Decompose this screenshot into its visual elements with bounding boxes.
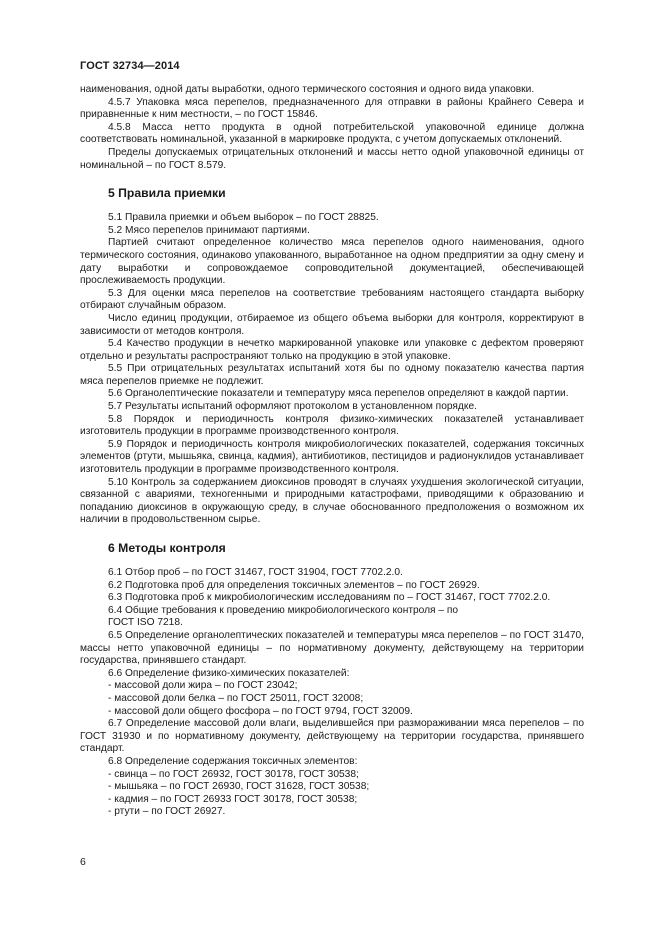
paragraph: - массовой доли общего фосфора – по ГОСТ 9794, ГОСТ 32009.: [108, 705, 413, 717]
paragraph: 5.8 Порядок и периодичность контроля физико-химических показателей устанавливает изготовитель продукции в программе производственного контроля.: [80, 413, 584, 438]
paragraph: - мышьяка – по ГОСТ 26930, ГОСТ 31628, ГОСТ 30538;: [108, 781, 370, 793]
paragraph: 5.5 При отрицательных результатах испытаний хотя бы по одному показателю качества партия мяса перепелов приемке не подлежит.: [80, 363, 584, 387]
paragraph: 5.6 Органолептические показатели и температуру мяса перепелов определяют в каждой партии.: [108, 388, 569, 400]
page-header: ГОСТ 32734—2014: [80, 60, 180, 72]
paragraph: 5.4 Качество продукции в нечетко маркированной упаковке или упаковке с дефектом проверяют отдельно и результаты распространяют только на продукцию в этой упаковке.: [80, 338, 584, 362]
paragraph: - массовой доли жира – по ГОСТ 23042;: [108, 680, 298, 692]
paragraph: 4.5.7 Упаковка мяса перепелов, предназначенного для отправки в районы Крайнего Севера и приравненные к ним местности, – по ГОСТ 15846.: [80, 96, 584, 121]
paragraph: - кадмия – по ГОСТ 26933 ГОСТ 30178, ГОСТ 30538;: [108, 793, 358, 805]
paragraph: 6.3 Подготовка проб к микробиологическим исследованиям по – ГОСТ 31467, ГОСТ 7702.2.0.: [108, 592, 551, 604]
paragraph: 5.9 Порядок и периодичность контроля микробиологических показателей, содержания токсичных элементов (ртути, мышьяка, свинца, кадмия), антибиотиков, пестицидов и радионуклидов устанавливает изготовитель продукции в программе производственного контроля.: [80, 438, 584, 476]
paragraph: 6.1 Отбор проб – по ГОСТ 31467, ГОСТ 31904, ГОСТ 7702.2.0.: [108, 567, 403, 578]
paragraph: Пределы допускаемых отрицательных отклонений и массы нетто одной упаковочной единицы от номинальной – по ГОСТ 8.579.: [80, 146, 584, 171]
paragraph: 6.5 Определение органолептических показателей и температуры мяса перепелов – по ГОСТ 31470, массы нетто упаковочной единицы – по нормативному документу, действующему на территории государства, принявшего стандарт.: [80, 629, 584, 667]
section-heading: 5 Правила приемки: [108, 186, 226, 201]
paragraph: 5.7 Результаты испытаний оформляют протоколом в установленном порядке.: [108, 401, 477, 413]
paragraph: Партией считают определенное количество мяса перепелов одного наименования, одного термического состояния, одинаково упакованного, выработанное на одном предприятии за одну смену и дату выработки и сопровождаемое сопроводительной документацией, обеспечивающей прослеживаемость продукции.: [80, 237, 584, 287]
paragraph: 5.3 Для оценки мяса перепелов на соответствие требованиям настоящего стандарта выборку отбирают случайным образом.: [80, 287, 584, 312]
page-body: [80, 84, 584, 819]
paragraph: наименования, одной даты выработки, одного термического состояния и одного вида упаковки.: [80, 84, 535, 95]
paragraph: 6.8 Определение содержания токсичных элементов:: [108, 755, 358, 767]
paragraph: 5.2 Мясо перепелов принимают партиями.: [108, 224, 310, 236]
paragraph: - свинца – по ГОСТ 26932, ГОСТ 30178, ГОСТ 30538;: [108, 768, 359, 780]
paragraph: 6.6 Определение физико-химических показателей:: [108, 667, 350, 679]
paragraph: 5.10 Контроль за содержанием диоксинов проводят в случаях ухудшения экологической ситуации, связанной с авариями, техногенными и природными катастрофами, приводящими к образованию и попаданию диоксинов в окружающую среду, в случае обоснованного предположения о возможном их наличии в продовольственном сырье.: [80, 476, 584, 526]
paragraph: 5.1 Правила приемки и объем выборок – по ГОСТ 28825.: [108, 212, 379, 224]
section-heading: 6 Методы контроля: [108, 541, 226, 555]
paragraph: 6.2 Подготовка проб для определения токсичных элементов – по ГОСТ 26929.: [108, 579, 480, 591]
page-number: 6: [80, 856, 86, 868]
paragraph: - ртути – по ГОСТ 26927.: [108, 806, 226, 818]
paragraph: 6.7 Определение массовой доли влаги, выделившейся при размораживании мяса перепелов – по ГОСТ 31930 и по нормативному документу, действующему на территории государства, принявшего стандарт.: [80, 718, 584, 755]
paragraph: ГОСТ ISO 7218.: [108, 617, 183, 629]
paragraph: 6.4 Общие требования к проведению микробиологического контроля – по: [108, 604, 459, 616]
paragraph: - массовой доли белка – по ГОСТ 25011, ГОСТ 32008;: [108, 692, 364, 704]
paragraph: 4.5.8 Масса нетто продукта в одной потребительской упаковочной единице должна соответствовать номинальной, указанной в маркировке продукта, с учетом допускаемых отклонений.: [80, 121, 584, 146]
paragraph: Число единиц продукции, отбираемое из общего объема выборки для контроля, корректируют в зависимости от методов контроля.: [80, 312, 584, 337]
